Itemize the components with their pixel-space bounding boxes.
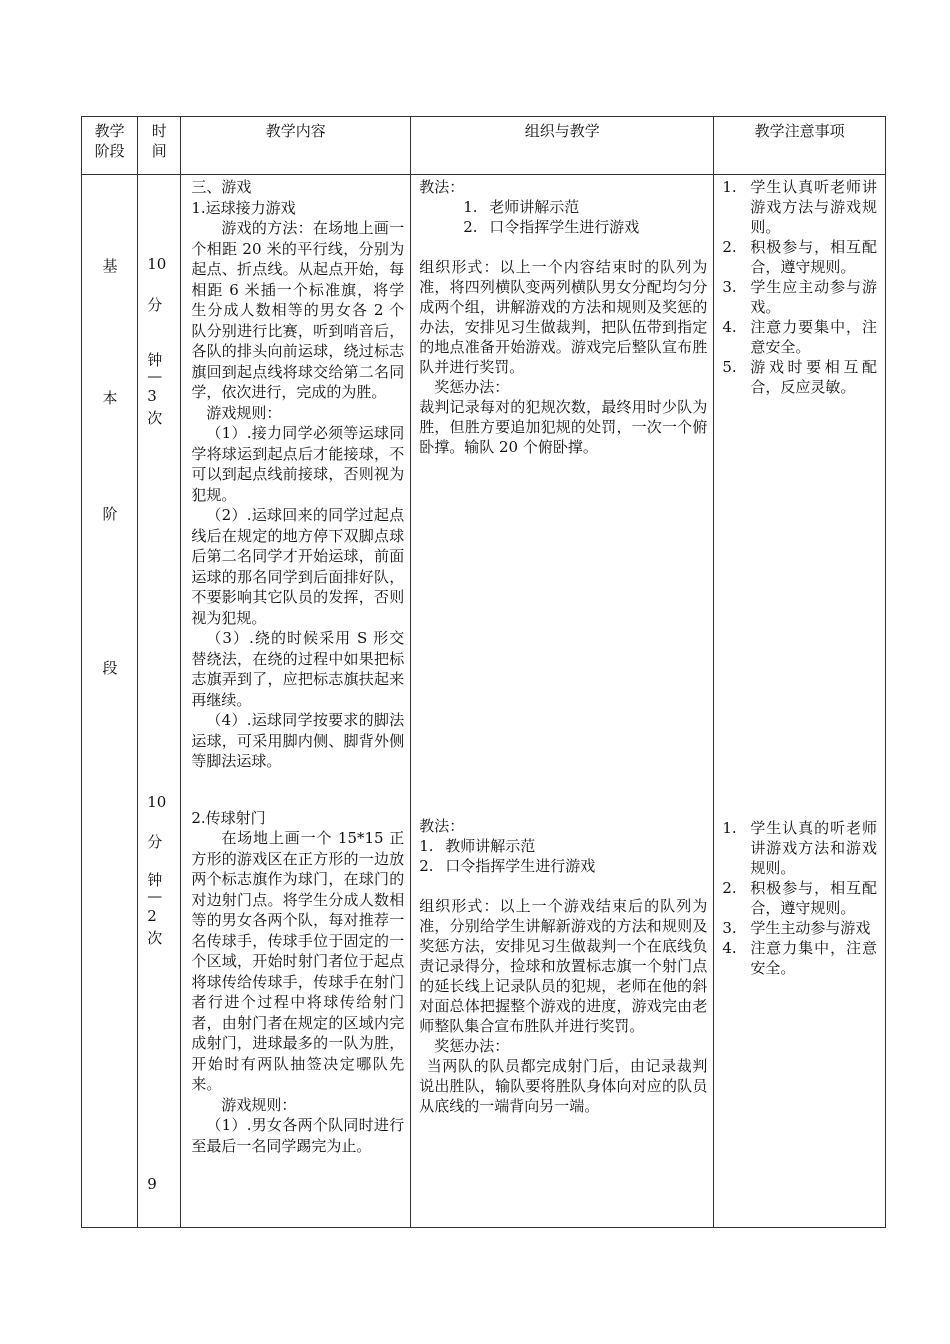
- list-item: 5. 游戏时要相互配合，反应灵敏。: [722, 358, 877, 396]
- time-text: 3: [147, 387, 157, 405]
- time-text: 分: [147, 296, 163, 314]
- stage-char: 本: [102, 389, 118, 407]
- list-item: 1. 老师讲解示范: [463, 198, 580, 216]
- lesson-plan-table: [81, 116, 886, 1228]
- game2-rule: （1）.男女各两个队同时进行至最后一名同学踢完为止。: [191, 1116, 405, 1155]
- list-item: 2. 口令指挥学生进行游戏: [419, 857, 596, 875]
- teaching-steps: [419, 197, 707, 237]
- org-form: 组织形式：以上一个游戏结束后的队列为准，分别给学生讲解新游戏的方法和规则及奖惩方法，安排见习生做裁判一个在底线负责记录得分，捡球和放置标志旗一个射门点的延长线上记录队员的犯规，老师在他的斜对面总体把握整个游戏的进度，游戏完由老师整队集合宣布胜队并进行奖罚。: [419, 897, 708, 1035]
- list-item: 3. 学生应主动参与游戏。: [722, 278, 877, 316]
- header-content: 教学内容: [181, 117, 411, 175]
- reward-label: 奖惩办法：: [434, 378, 510, 396]
- time-text: 2: [147, 907, 157, 925]
- list-item: 2. 积极参与，相互配合，遵守规则。: [722, 879, 877, 917]
- time-text: 9: [147, 1175, 157, 1193]
- game1-method: 游戏的方法：在场地上画一个相距 20 米的平行线，分别为起点、折点线。从起点开始，每相距 6 米插一个标准旗，将学生分成人数相等的男女各 2 个队分别进行比赛，听到哨音后，各队的排头向前运球，绕过标志旗回到起点线将球交给第二名同学，依次进行，完成的为胜。: [191, 219, 405, 401]
- time-text: 10: [147, 255, 167, 273]
- table-body-row: [82, 175, 886, 1228]
- list-item: 3. 学生主动参与游戏: [722, 919, 871, 937]
- organization-cell: [411, 175, 714, 1228]
- game1-rule: （2）.运球回来的同学过起点线后在规定的地方停下双脚点球后第二名同学才开始运球，前面运球的那名同学到后面排好队，不要影响其它队员的发挥，否则视为犯规。: [191, 506, 405, 627]
- reward-label: 奖惩办法：: [434, 1037, 510, 1055]
- game1-title: 1.运球接力游戏: [191, 198, 296, 217]
- org-block-2: [419, 816, 707, 1116]
- time-cell: [138, 175, 181, 1228]
- stage-cell: [82, 175, 138, 1228]
- time-text: 次: [147, 409, 163, 427]
- time-text: 钟: [147, 351, 163, 369]
- method-label: 教法：: [419, 817, 465, 835]
- time-text: —: [147, 367, 163, 385]
- list-item: 4. 注意力集中，注意安全。: [722, 939, 877, 977]
- list-item: 1. 学生认真的听老师讲游戏方法和游戏规则。: [722, 819, 877, 877]
- header-notes: 教学注意事项: [714, 117, 886, 175]
- game1-rules-title: 游戏规则：: [206, 403, 282, 422]
- stage-char: 基: [102, 257, 118, 275]
- list-item: 1. 学生认真听老师讲游戏方法与游戏规则。: [722, 178, 877, 236]
- org-form: 组织形式：以上一个内容结束时的队列为准，将四列横队变两列横队男女分配均匀分成两个组，讲解游戏的方法和规则及奖惩的办法，安排见习生做裁判，把队伍带到指定的地点准备开始游戏。游戏完后整队宣布胜队并进行奖罚。: [419, 258, 708, 376]
- list-item: 1. 教师讲解示范: [419, 837, 536, 855]
- method-label: 教法：: [419, 178, 465, 196]
- list-item: 4. 注意力要集中，注意安全。: [722, 318, 877, 356]
- list-item: 2. 口令指挥学生进行游戏: [463, 218, 640, 236]
- header-time: 时间: [138, 117, 181, 175]
- reward-text: 当两队的队员都完成射门后，由记录裁判说出胜队，输队要将胜队身体向对应的队员从底线的一端背向另一端。: [419, 1057, 708, 1115]
- game2-title: 2.传球射门: [191, 808, 266, 827]
- stage-char: 阶: [102, 505, 118, 523]
- header-organization: 组织与教学: [411, 117, 714, 175]
- org-block-1: [419, 177, 707, 457]
- time-text: 10: [147, 793, 167, 811]
- section-title: 三、游戏: [191, 178, 252, 196]
- reward-text: 裁判记录每对的犯规次数，最终用时少队为胜，但胜方要追加犯规的处罚，一次一个俯卧撑。输队 20 个俯卧撑。: [419, 398, 708, 456]
- game1-rule: （1）.接力同学必须等运球同学将球运到起点后才能接球，不可以到起点线前接球，否则视为犯规。: [191, 424, 405, 504]
- notes-list-1: [722, 177, 877, 397]
- content-cell: [181, 175, 411, 1228]
- time-text: —: [147, 887, 163, 905]
- stage-char: 段: [102, 659, 118, 677]
- notes-list-2: [722, 818, 877, 978]
- header-stage: 教学阶段: [82, 117, 138, 175]
- list-item: 2. 积极参与，相互配合，遵守规则。: [722, 238, 877, 276]
- table-header-row: [82, 117, 886, 175]
- game1-rule: （4）.运球同学按要求的脚法运球，可采用脚内侧、脚背外侧等脚法运球。: [191, 711, 405, 770]
- time-text: 次: [147, 929, 163, 947]
- game2-method: 在场地上画一个 15*15 正方形的游戏区在正方形的一边放两个标志旗作为球门，在球门的对边射门点。将学生分成人数相等的男女各两个队，每对推荐一名传球手，传球手位于固定的一个区域，开始时射门者位于起点将球传给传球手，传球手在射门者行进个过程中将球传给射门者，由射门者在规定的区域内完成射门，进球最多的一队为胜，开始时有两队抽签决定哪队先来。: [191, 829, 405, 1093]
- teaching-steps: [419, 836, 707, 876]
- time-text: 分: [147, 833, 163, 851]
- time-text: 钟: [147, 871, 163, 889]
- game2-rules-title: 游戏规则：: [221, 1095, 297, 1114]
- notes-cell: [714, 175, 886, 1228]
- game1-rule: （3）.绕的时候采用 S 形交替绕法，在绕的过程中如果把标志旗弄到了，应把标志旗扶起来再继续。: [191, 629, 405, 709]
